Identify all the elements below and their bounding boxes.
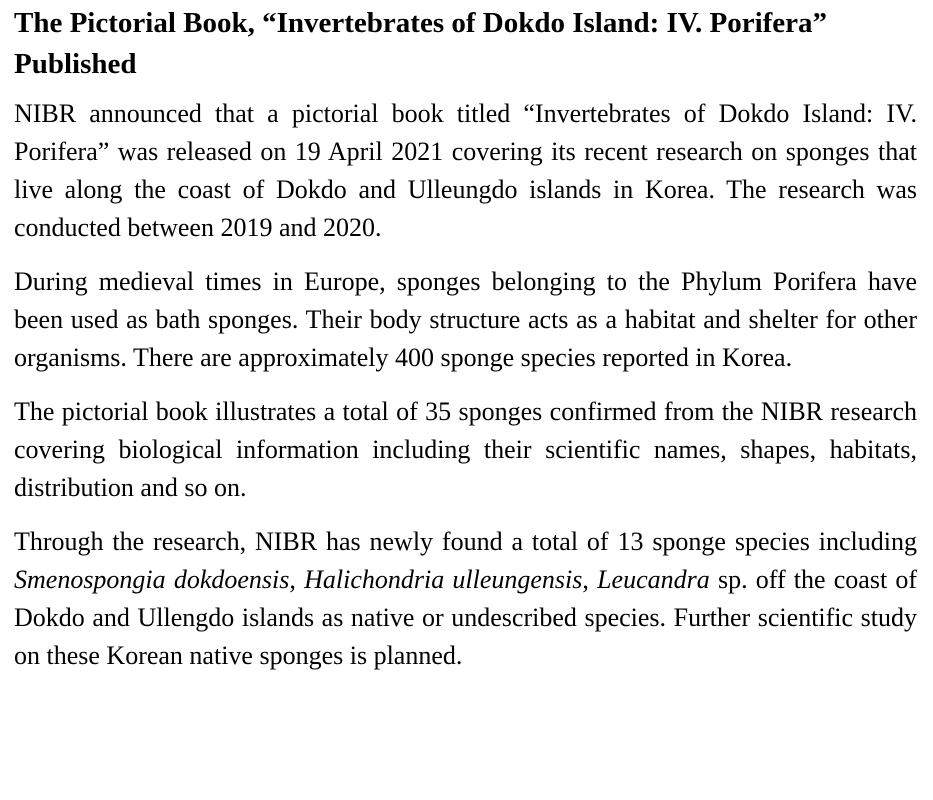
paragraph-announcement: NIBR announced that a pictorial book titled “Invertebrates of Dokdo Island: IV. Porifera” was released on 19 April 2021 covering its recent research on sponges that live along the coast of Dokdo and Ulleungdo islands in Korea. The research was conducted between 2019 and 2020. (14, 99, 917, 242)
species-name-leucandra: Leucandra (597, 565, 710, 594)
paragraph-background: During medieval times in Europe, sponges belonging to the Phylum Porifera have been used as bath sponges. Their body structure acts as a habitat and shelter for other organisms. There are approximately 400 sponge species reported in Korea. (14, 267, 917, 372)
new-species-intro: Through the research, NIBR has newly found a total of 13 sponge species including (14, 527, 917, 556)
species-name-halichondria: Halichondria ulleungensis (304, 565, 583, 594)
news-article (14, 3, 917, 675)
species-separator: , (582, 565, 598, 594)
species-separator: , (289, 565, 305, 594)
paragraph-new-species (14, 523, 917, 675)
species-name-smenospongia: Smenospongia dokdoensis (14, 565, 290, 594)
paragraph-book-contents: The pictorial book illustrates a total of 35 sponges confirmed from the NIBR research covering biological information including their scientific names, shapes, habitats, distribution and so on. (14, 397, 917, 502)
article-headline: The Pictorial Book, “Invertebrates of Dokdo Island: IV. Porifera” Published (14, 7, 828, 80)
new-species-outro: sp. off the coast of Dokdo and Ullengdo islands as native or undescribed species. Further scientific study on these Korean native sponges is planned. (14, 565, 918, 670)
